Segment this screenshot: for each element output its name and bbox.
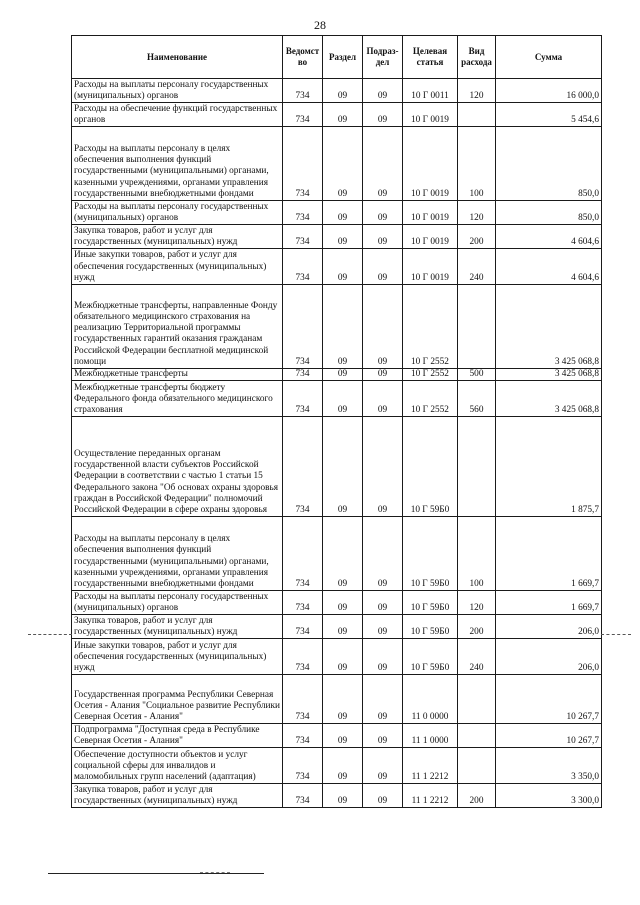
- row-name: Межбюджетные трансферты, направленные Фонду обязательного медицинского страхования на реализацию Территориальной программы государственных гарантий оказания гражданам Российской Федерации бесплатной медицинской помощи: [72, 285, 283, 369]
- row-target: 11 1 2212: [403, 748, 458, 784]
- row-section: 09: [323, 748, 363, 784]
- table-body: [72, 79, 602, 808]
- table-row: [72, 381, 602, 417]
- row-target: 10 Г 59Б0: [403, 591, 458, 615]
- row-dept: 734: [283, 591, 323, 615]
- row-target: 11 1 2212: [403, 784, 458, 808]
- row-target: 10 Г 0019: [403, 225, 458, 249]
- header-kind: Вид расхода: [458, 36, 496, 79]
- row-kind: 500: [458, 369, 496, 381]
- table-row: [72, 615, 602, 639]
- table-row: [72, 285, 602, 369]
- row-name: Подпрограмма "Доступная среда в Республике Северная Осетия - Алания": [72, 724, 283, 748]
- table-row: [72, 201, 602, 225]
- row-kind: [458, 417, 496, 517]
- row-sum: 3 425 068,8: [496, 381, 602, 417]
- table-row: [72, 591, 602, 615]
- row-section: 09: [323, 591, 363, 615]
- header-subsection: Подраз- дел: [363, 36, 403, 79]
- row-name: Закупка товаров, работ и услуг для государственных (муниципальных) нужд: [72, 225, 283, 249]
- row-kind: 100: [458, 127, 496, 201]
- row-kind: [458, 748, 496, 784]
- row-sum: 1 669,7: [496, 591, 602, 615]
- row-subsection: 09: [363, 748, 403, 784]
- row-name: Расходы на выплаты персоналу государственных (муниципальных) органов: [72, 591, 283, 615]
- row-sum: 4 604,6: [496, 225, 602, 249]
- row-sum: 3 350,0: [496, 748, 602, 784]
- row-target: 10 Г 59Б0: [403, 417, 458, 517]
- budget-table: [71, 35, 602, 808]
- row-kind: 120: [458, 79, 496, 103]
- row-subsection: 09: [363, 724, 403, 748]
- row-subsection: 09: [363, 201, 403, 225]
- row-target: 11 1 0000: [403, 724, 458, 748]
- row-section: 09: [323, 285, 363, 369]
- row-kind: 200: [458, 225, 496, 249]
- table-row: [72, 639, 602, 675]
- row-name: Расходы на обеспечение функций государственных органов: [72, 103, 283, 127]
- row-kind: 240: [458, 639, 496, 675]
- row-dept: 734: [283, 615, 323, 639]
- margin-dash-left: [28, 634, 72, 635]
- row-section: 09: [323, 417, 363, 517]
- row-sum: 4 604,6: [496, 249, 602, 285]
- row-subsection: 09: [363, 225, 403, 249]
- row-target: 10 Г 0019: [403, 249, 458, 285]
- row-dept: 734: [283, 639, 323, 675]
- row-sum: 3 425 068,8: [496, 285, 602, 369]
- row-target: 11 0 0000: [403, 675, 458, 724]
- row-subsection: 09: [363, 675, 403, 724]
- row-subsection: 09: [363, 79, 403, 103]
- row-section: 09: [323, 103, 363, 127]
- row-name: Расходы на выплаты персоналу в целях обеспечения выполнения функций государственными (муниципальными) органами, казенными учреждениями, органами управления государственными внебюджетными фондами: [72, 127, 283, 201]
- table-row: [72, 225, 602, 249]
- header-target: Целевая статья: [403, 36, 458, 79]
- row-target: 10 Г 2552: [403, 381, 458, 417]
- row-kind: [458, 724, 496, 748]
- row-sum: 1 669,7: [496, 517, 602, 591]
- row-subsection: 09: [363, 517, 403, 591]
- row-target: 10 Г 0011: [403, 79, 458, 103]
- row-subsection: 09: [363, 103, 403, 127]
- row-dept: 734: [283, 675, 323, 724]
- row-sum: 10 267,7: [496, 724, 602, 748]
- table-row: [72, 724, 602, 748]
- header-sum: Сумма: [496, 36, 602, 79]
- row-kind: 120: [458, 201, 496, 225]
- row-sum: 3 300,0: [496, 784, 602, 808]
- row-section: 09: [323, 675, 363, 724]
- row-target: 10 Г 2552: [403, 285, 458, 369]
- row-target: 10 Г 0019: [403, 201, 458, 225]
- row-kind: 100: [458, 517, 496, 591]
- row-name: Расходы на выплаты персоналу государственных (муниципальных) органов: [72, 79, 283, 103]
- row-target: 10 Г 2552: [403, 369, 458, 381]
- row-kind: [458, 675, 496, 724]
- row-subsection: 09: [363, 591, 403, 615]
- header-dept: Ведомст во: [283, 36, 323, 79]
- row-section: 09: [323, 784, 363, 808]
- row-section: 09: [323, 615, 363, 639]
- row-sum: 1 875,7: [496, 417, 602, 517]
- row-dept: 734: [283, 381, 323, 417]
- row-section: 09: [323, 79, 363, 103]
- header-name: Наименование: [72, 36, 283, 79]
- row-sum: 3 425 068,8: [496, 369, 602, 381]
- row-section: 09: [323, 381, 363, 417]
- table-row: [72, 249, 602, 285]
- row-section: 09: [323, 127, 363, 201]
- row-dept: 734: [283, 103, 323, 127]
- row-target: 10 Г 0019: [403, 103, 458, 127]
- table-row: [72, 417, 602, 517]
- row-name: Иные закупки товаров, работ и услуг для обеспечения государственных (муниципальных) нужд: [72, 249, 283, 285]
- row-name: Межбюджетные трансферты: [72, 369, 283, 381]
- row-dept: 734: [283, 369, 323, 381]
- row-subsection: 09: [363, 127, 403, 201]
- row-name: Обеспечение доступности объектов и услуг социальной сферы для инвалидов и маломобильных групп населений (адаптация): [72, 748, 283, 784]
- row-sum: 206,0: [496, 639, 602, 675]
- row-subsection: 09: [363, 417, 403, 517]
- row-target: 10 Г 59Б0: [403, 517, 458, 591]
- row-section: 09: [323, 517, 363, 591]
- row-kind: [458, 103, 496, 127]
- table-header-row: [72, 36, 602, 79]
- row-dept: 734: [283, 285, 323, 369]
- row-dept: 734: [283, 79, 323, 103]
- row-dept: 734: [283, 249, 323, 285]
- row-dept: 734: [283, 724, 323, 748]
- row-name: Государственная программа Республики Северная Осетия - Алания "Социальное развитие Республики Северная Осетия - Алания": [72, 675, 283, 724]
- table-row: [72, 517, 602, 591]
- row-dept: 734: [283, 417, 323, 517]
- row-subsection: 09: [363, 639, 403, 675]
- footnote-rule: [48, 873, 264, 874]
- row-name: Расходы на выплаты персоналу в целях обеспечения выполнения функций государственными (муниципальными) органами, казенными учреждениями, органами управления государственными внебюджетными фондами: [72, 517, 283, 591]
- row-dept: 734: [283, 784, 323, 808]
- table-row: [72, 675, 602, 724]
- row-name: Осуществление переданных органам государственной власти субъектов Российской Федерации в соответствии с частью 1 статьи 15 Федерального закона "Об основах охраны здоровья граждан в Российской Федерации" полномочий Российской Федерации в сфере охраны здоровья: [72, 417, 283, 517]
- row-section: 09: [323, 201, 363, 225]
- row-subsection: 09: [363, 615, 403, 639]
- row-dept: 734: [283, 225, 323, 249]
- row-kind: 120: [458, 591, 496, 615]
- row-target: 10 Г 59Б0: [403, 615, 458, 639]
- row-section: 09: [323, 249, 363, 285]
- row-name: Иные закупки товаров, работ и услуг для обеспечения государственных (муниципальных) нужд: [72, 639, 283, 675]
- row-sum: 206,0: [496, 615, 602, 639]
- page-number: 28: [314, 18, 326, 32]
- row-name: Межбюджетные трансферты бюджету Федерального фонда обязательного медицинского страхования: [72, 381, 283, 417]
- row-sum: 5 454,6: [496, 103, 602, 127]
- row-sum: 850,0: [496, 201, 602, 225]
- table-row: [72, 79, 602, 103]
- row-kind: 240: [458, 249, 496, 285]
- footnote-rule-dash: [200, 872, 230, 873]
- row-kind: [458, 285, 496, 369]
- table-row: [72, 103, 602, 127]
- row-section: 09: [323, 225, 363, 249]
- table-row: [72, 127, 602, 201]
- row-kind: 200: [458, 615, 496, 639]
- row-dept: 734: [283, 201, 323, 225]
- row-kind: 200: [458, 784, 496, 808]
- row-section: 09: [323, 724, 363, 748]
- row-kind: 560: [458, 381, 496, 417]
- row-sum: 10 267,7: [496, 675, 602, 724]
- row-subsection: 09: [363, 249, 403, 285]
- row-sum: 850,0: [496, 127, 602, 201]
- row-subsection: 09: [363, 784, 403, 808]
- row-name: Закупка товаров, работ и услуг для государственных (муниципальных) нужд: [72, 615, 283, 639]
- row-target: 10 Г 59Б0: [403, 639, 458, 675]
- row-subsection: 09: [363, 285, 403, 369]
- row-sum: 16 000,0: [496, 79, 602, 103]
- row-subsection: 09: [363, 369, 403, 381]
- header-section: Раздел: [323, 36, 363, 79]
- row-target: 10 Г 0019: [403, 127, 458, 201]
- row-section: 09: [323, 369, 363, 381]
- row-subsection: 09: [363, 381, 403, 417]
- row-dept: 734: [283, 748, 323, 784]
- table-row: [72, 369, 602, 381]
- row-dept: 734: [283, 127, 323, 201]
- row-section: 09: [323, 639, 363, 675]
- row-name: Расходы на выплаты персоналу государственных (муниципальных) органов: [72, 201, 283, 225]
- margin-dash-right: [601, 634, 631, 635]
- row-dept: 734: [283, 517, 323, 591]
- table-row: [72, 748, 602, 784]
- table-row: [72, 784, 602, 808]
- row-name: Закупка товаров, работ и услуг для государственных (муниципальных) нужд: [72, 784, 283, 808]
